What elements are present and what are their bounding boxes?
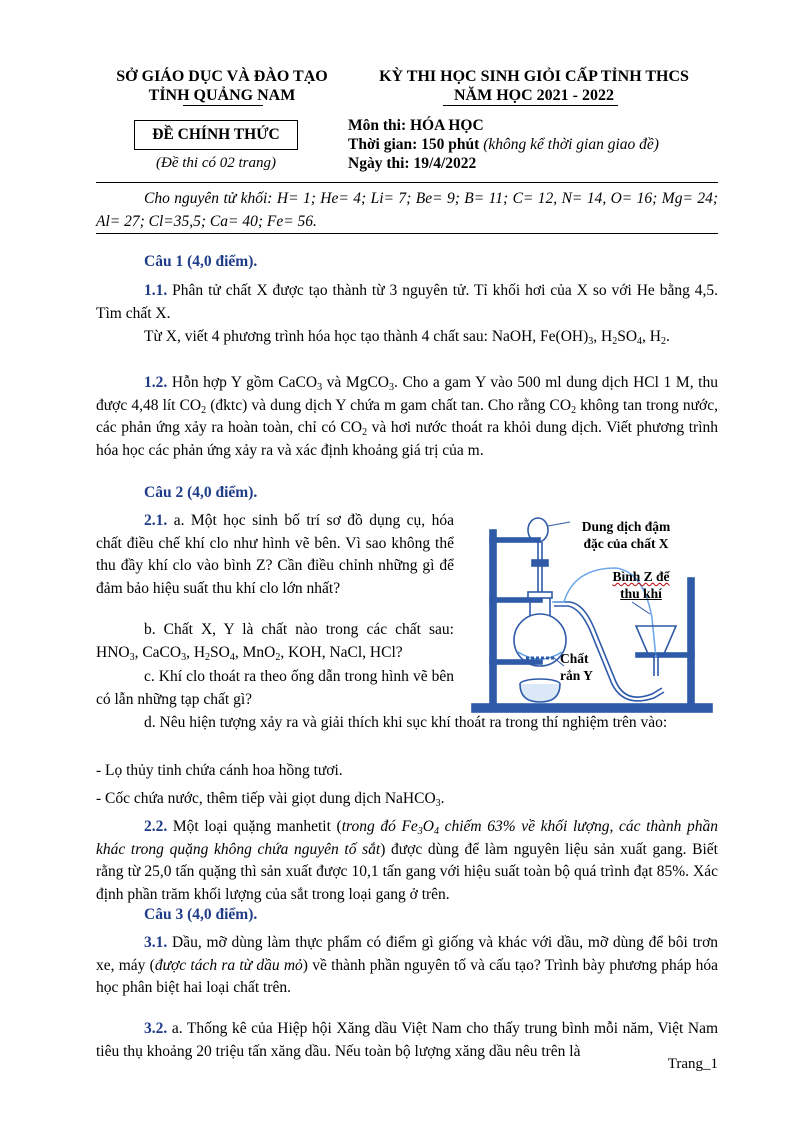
stopcock	[532, 560, 548, 566]
official-exam-box	[134, 120, 298, 150]
question-1-2: 1.2. Hỗn hợp Y gồm CaCO$_3$ và MgCO$_3$. Cho a gam Y vào 500 ml dung dịch HCl 1 M, thu được 4,48 lít $CO_2$ (đktc) và dung dịch Y chứa m gam chất tan. Cho rằng $CO_2$ không tan trong nước, các phản ứng xảy ra hoàn toàn, chỉ có $CO_2$ và hơi nước thoát ra khỏi dung dịch. Viết phương trình hóa học các phản ứng xảy ra và xác định khoảng giá trị của m.	[96, 374, 718, 459]
question-2-1-d-2: - Cốc chứa nước, thêm tiếp vài giọt dung dịch NaHCO$_3$.	[96, 790, 445, 809]
atomic-masses-line-2: Mg= 24; Al= 27; Cl=35,5; Ca= 40; Fe= 56.	[96, 190, 718, 230]
label-vessel-z: Bình Z để thu khí	[612, 569, 670, 601]
exam-line-2: NĂM HỌC 2021 - 2022	[454, 87, 614, 104]
exam-info	[348, 116, 720, 173]
department-line-2: TỈNH QUẢNG NAM	[148, 87, 296, 104]
question-3-2-number: 3.2.	[144, 1020, 168, 1037]
question-2-title: Câu 2 (4,0 điểm).	[144, 484, 258, 501]
burner-body	[520, 684, 560, 702]
stand-base	[472, 704, 712, 712]
stand-rod-right	[688, 578, 694, 706]
time-note: (không kể thời gian giao đề)	[483, 136, 659, 153]
label-solid-y: Chất rắn Y	[560, 651, 593, 683]
question-3-title: Câu 3 (4,0 điểm).	[144, 906, 258, 923]
atomic-masses-line-1: Cho nguyên tử khối: H= 1; He= 4; Li= 7; Be= 9; B= 11; C= 12, N= 14, O= 16;	[144, 190, 658, 207]
pages-note: (Đề thi có 02 trang)	[156, 155, 276, 171]
stand-rod-left	[490, 530, 496, 706]
header-divider-bottom	[96, 233, 718, 234]
collecting-vessel-z	[636, 626, 676, 654]
time-label: Thời gian: 150 phút	[348, 136, 480, 153]
question-1-1-equations: Từ X, viết 4 phương trình hóa học tạo thành 4 chất sau: NaOH, $Fe(OH)_3$, $H_2SO_4$, $H_2$.	[144, 328, 670, 347]
clamp-arm-ring	[490, 660, 542, 664]
header-divider-top	[96, 182, 718, 183]
question-3-1-number: 3.1.	[144, 934, 168, 951]
exam-name	[356, 67, 712, 105]
question-1-1-number: 1.1.	[144, 282, 168, 299]
question-1-2-number: 1.2.	[144, 374, 168, 391]
label-solution-x: Dung dịch đậm đặc của chất X	[581, 519, 671, 551]
official-exam-label: ĐỀ CHÍNH THỨC	[152, 126, 280, 143]
time-line	[348, 135, 720, 154]
department-name	[96, 67, 348, 105]
chlorine-apparatus-figure	[466, 508, 718, 720]
date-label: Ngày thi: 19/4/2022	[348, 155, 477, 172]
page-number: Trang_1	[667, 1056, 718, 1072]
question-2-1-number: 2.1.	[144, 512, 168, 529]
question-2-1-d: d. Nêu hiện tượng xảy ra và giải thích khi sục khí thoát ra trong thí nghiệm trên vào:	[144, 714, 668, 731]
question-2-2: 2.2. Một loại quặng manhetit (trong đó $Fe_3O_4$ chiếm 63% về khối lượng, các thành phần khác trong quặng không chứa nguyên tố sắt) được dùng để làm nguyên liệu sản xuất gang. Biết rằng từ 25,0 tấn quặng thì sản xuất được 10,1 tấn gang với hiệu suất toàn bộ quá trình đạt 85%. Xác định phần trăm khối lượng của sắt trong loại gang ở trên.	[96, 818, 719, 903]
question-2-1-b: b. Chất X, Y là chất nào trong các chất sau: $HNO_3$, CaCO$_3$, $H_2SO_4$, MnO$_2$, KOH, NaCl, HCl?	[96, 621, 454, 663]
question-3-2: 3.2. a. Thống kê của Hiệp hội Xăng dầu Việt Nam cho thấy trung bình mỗi năm, Việt Nam tiêu thụ khoảng 20 triệu tấn xăng dầu. Nếu toàn bộ lượng xăng dầu nêu trên là	[96, 1020, 718, 1060]
exam-underline	[443, 105, 618, 106]
department-line-1: SỞ GIÁO DỤC VÀ ĐÀO TẠO	[116, 68, 328, 85]
question-2-1-a: 2.1. a. Một học sinh bố trí sơ đồ dụng cụ, hóa chất điều chế khí clo như hình vẽ bên. Vì sao không thể thu đầy khí clo vào bình Z? Cần điều chỉnh những gì để đảm bảo hiệu suất thu khí clo lớn nhất?	[96, 512, 455, 597]
atomic-masses	[96, 188, 718, 233]
question-1-1-text: Phân tử chất X được tạo thành từ 3 nguyên tử. Tỉ khối hơi của X so với He bằng 4,5. Tìm chất X.	[96, 282, 718, 322]
exam-line-1: KỲ THI HỌC SINH GIỎI CẤP TỈNH THCS	[379, 68, 689, 85]
question-2-1-d-1: - Lọ thủy tinh chứa cánh hoa hồng tươi.	[96, 762, 343, 779]
question-1-title: Câu 1 (4,0 điểm).	[144, 253, 258, 270]
department-underline	[183, 105, 263, 106]
question-3-1: 3.1. Dầu, mỡ dùng làm thực phẩm có điểm gì giống và khác với dầu, mỡ dùng để bôi trơn xe, máy (được tách ra từ dầu mỏ) về thành phần nguyên tố và cấu tạo? Trình bày phương pháp hóa học phân biệt hai loại chất trên.	[96, 934, 719, 996]
question-2-2-number: 2.2.	[144, 818, 168, 835]
question-1-1	[96, 280, 718, 325]
subject-label: Môn thi: HÓA HỌC	[348, 117, 484, 134]
question-2-1-c: c. Khí clo thoát ra theo ống dẫn trong hình vẽ bên có lẫn những tạp chất gì?	[96, 668, 454, 708]
